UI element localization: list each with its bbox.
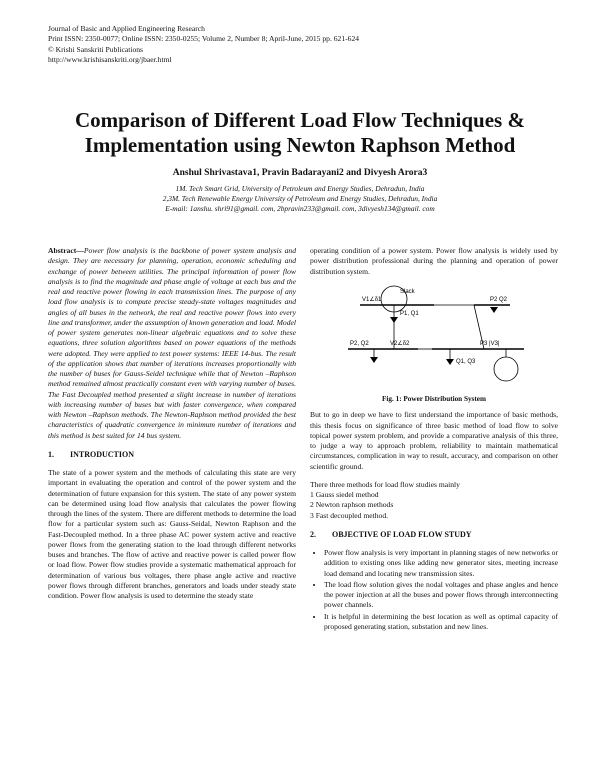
journal-url[interactable]: http://www.krishisanskriti.org/jbaer.html [48, 55, 172, 65]
label-p1q1: P1, Q1 [400, 310, 419, 317]
journal-header [48, 24, 359, 66]
label-qgv: Q1, Q3 [456, 358, 476, 365]
figure-caption: Fig. 1: Power Distribution System [382, 395, 486, 403]
issn-line: Print ISSN: 2350-0077; Online ISSN: 2350-0255; Volume 2, Number 8; April-June, 2015 pp. 621-624 [48, 34, 360, 44]
affiliation-2: 2,3M. Tech Renewable Energy University of Petroleum and Energy Studies, Dehradun, India [162, 194, 438, 204]
method-2: 2 Newton raphson methods [310, 500, 394, 510]
right-text-1: operating condition of a power system. Power flow analysis is widely used by power distribution professional during the planning and operation of power distribution system. [310, 246, 558, 276]
introduction-text: The state of a power system and the methods of calculating this state are very important in evaluating the operation and control of the power system and the determination of future expansion for this system. The state of any power system can be determined using load flow analysis that calculates the power flowing through the lines of the system. There are different methods to determine the load flow for a particular system such as: Gauss-Seidal, Newton Raphson and the Fast-Decoupled method. In a three phase AC power system active and reactive power flows from the generating station to the load through different networks buses and branches. The flow of active and reactive power is called power flow or load flow. Power flow studies provide a systematic mathematical approach for determination of various bus voltages, there phase angle active and reactive power flows through different branches, generators and loads under steady state condition. Power flow analysis is used to determine the steady state [48, 468, 296, 600]
method-3: 3 Fast decoupled method. [310, 510, 389, 520]
methods-intro: There three methods for load flow studies mainly [310, 479, 460, 489]
power-distribution-diagram [334, 281, 534, 389]
paper-title [20, 108, 580, 158]
label-v1: V1∠δ1 [362, 296, 382, 303]
publisher-line: © Krishi Sanskriti Publications [48, 44, 143, 54]
abstract [48, 246, 296, 441]
right-column [310, 246, 558, 633]
abstract-text: Power flow analysis is the backbone of power system analysis and design. They are necessary for planning, operation, economic scheduling and exchange of power between utilities. The principal information of power flow analysis is to find the magnitude and phase angle of voltage at each bus and the real and reactive power flowing in each transmission lines. The purpose of any load flow analysis is to compute precise steady-state voltages magnitudes and angles of all buses in the network, the real and reactive power flows into every line and transformer, under the assumption of known generation and load. Model of power system generates non-linear algebraic equations and to solve these equations, three solution algorithms based on power equations of the methods were adopted. They were applied to test power systems: IEEE 14-bus. The result of the application shows that number of iterations increases proportionally with the number of buses for Gauss-Seidel technique while that of Newton –Raphson method remained almost practically constant even with varying number of buses. The Fast Decoupled method presented a slight increase in number of iterations with increasing number of buses but with faster convergence, when compared with Newton –Raphson methods. The Newton-Raphson method provided the best characteristics of quadratic convergence in minimum number of iterations and this method is best suited for 14 bus system. [48, 246, 296, 440]
email-line: E-mail: 1anshu. shri91@gmail. com, 2bpravin233@gmail. com, 3divyesh134@gmail. com [165, 204, 435, 214]
section-heading-objective: 2. OBJECTIVE OF LOAD FLOW STUDY [310, 529, 472, 539]
authors: Anshul Shrivastava1, Pravin Badarayani2 and Divyesh Arora3 [172, 168, 428, 178]
affiliation-1: 1M. Tech Smart Grid, University of Petroleum and Energy Studies, Dehradun, India [175, 184, 425, 193]
bullet-item: • The load flow solution gives the nodal voltages and phase angles and hence the power injection at all the buses and power flows through interconnecting power channels. [324, 580, 558, 611]
section-heading-introduction: 1. INTRODUCTION [48, 449, 135, 459]
left-column [48, 246, 296, 601]
label-p2q2: P2, Q2 [350, 340, 369, 347]
label-p2q2-top: P2 Q2 [490, 296, 508, 303]
figure-1 [310, 281, 558, 405]
affiliations [0, 184, 600, 215]
right-text-2: But to go in deep we have to first understand the importance of basic methods, this thesis focus on significance of three basic method of load flow to solve topical power system problem, and provide a comparative analysis of this three, to judge a way to approach problem, reliability to maintain mathematical circumstances, complication in way to result, accuracy, and comparison on other scientific ground. [310, 410, 558, 471]
title-line-2: Implementation using Newton Raphson Method [84, 133, 516, 157]
journal-name: Journal of Basic and Applied Engineering Research [48, 24, 205, 33]
abstract-label: Abstract— [48, 246, 84, 255]
objective-bullet-list [310, 548, 558, 632]
bullet-item: • It is helpful in determining the best location as well as optimal capacity of proposed generating station, substation and new lines. [324, 612, 558, 633]
bullet-item: • Power flow analysis is very important in planning stages of new networks or addition to existing ones like adding new generator sites, meeting increase load demand and locating new transmission sites. [324, 548, 558, 579]
label-pv: P3 |V3| [480, 340, 500, 347]
label-v2: V2∠δ2 [390, 340, 410, 347]
label-slack: Slack [400, 288, 415, 295]
title-line-1: Comparison of Different Load Flow Techniques & [75, 108, 525, 132]
method-1: 1 Gauss siedel method [310, 490, 379, 499]
